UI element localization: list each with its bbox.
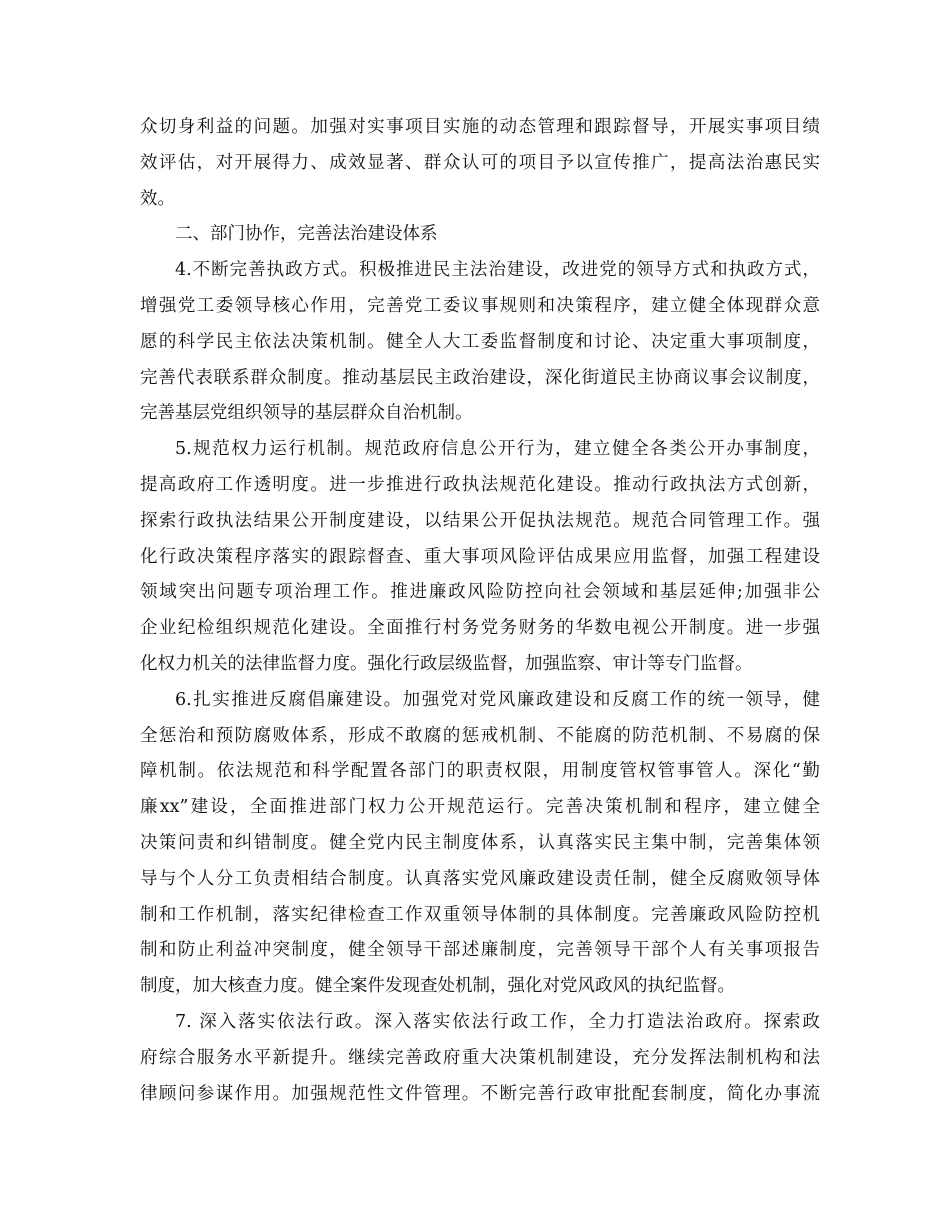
paragraph-line: 制和防止利益冲突制度，健全领导干部述廉制度，完善领导干部个人有关事项报告	[140, 940, 820, 961]
paragraph-line: 廉xx”建设，全面推进部门权力公开规范运行。完善决策机制和程序，建立健全	[140, 797, 820, 818]
paragraph-line: 府综合服务水平新提升。继续完善政府重大决策机制建设，充分发挥法制机构和法	[140, 1047, 820, 1068]
paragraph-line: 导与个人分工负责相结合制度。认真落实党风廉政建设责任制，健全反腐败领导体	[140, 868, 820, 889]
paragraph-line: 众切身利益的问题。加强对实事项目实施的动态管理和跟踪督导，开展实事项目绩	[140, 117, 820, 137]
paragraph-line: 4.不断完善执政方式。积极推进民主法治建设，改进党的领导方式和执政方式，	[175, 260, 820, 281]
paragraph-line: 提高政府工作透明度。进一步推进行政执法规范化建设。推动行政执法方式创新，	[140, 474, 820, 495]
paragraph-line: 完善基层党组织领导的基层群众自治机制。	[140, 403, 473, 424]
paragraph-line: 5.规范权力运行机制。规范政府信息公开行为，建立健全各类公开办事制度，	[175, 439, 820, 460]
paragraph-line: 6.扎实推进反腐倡廉建设。加强党对党风廉政建设和反腐工作的统一领导，健	[175, 689, 820, 710]
paragraph-line: 探索行政执法结果公开制度建设，以结果公开促执法规范。规范合同管理工作。强	[140, 510, 820, 531]
paragraph-line: 障机制。依法规范和科学配置各部门的职责权限，用制度管权管事管人。深化“勤	[140, 761, 820, 782]
paragraph-line: 全惩治和预防腐败体系，形成不敢腐的惩戒机制、不能腐的防范机制、不易腐的保	[140, 725, 820, 746]
paragraph-line: 制度，加大核查力度。健全案件发现查处机制，强化对党风政风的执纪监督。	[140, 976, 735, 997]
paragraph-line: 增强党工委领导核心作用，完善党工委议事规则和决策程序，建立健全体现群众意	[140, 295, 820, 316]
section-heading: 二、部门协作，完善法治建设体系	[175, 224, 438, 245]
paragraph-line: 愿的科学民主依法决策机制。健全人大工委监督制度和讨论、决定重大事项制度，	[140, 331, 820, 352]
paragraph-line: 效评估，对开展得力、成效显著、群众认可的项目予以宣传推广，提高法治惠民实	[140, 152, 820, 173]
paragraph-line: 企业纪检组织规范化建设。全面推行村务党务财务的华数电视公开制度。进一步强	[140, 618, 820, 639]
paragraph-line: 化权力机关的法律监督力度。强化行政层级监督，加强监察、审计等专门监督。	[140, 653, 753, 674]
document-body	[140, 110, 820, 1112]
paragraph-line: 化行政决策程序落实的跟踪督查、重大事项风险评估成果应用监督，加强工程建设	[140, 546, 820, 567]
paragraph-line: 7. 深入落实依法行政。深入落实依法行政工作，全力打造法治政府。探索政	[175, 1011, 820, 1032]
paragraph-line: 决策问责和纠错制度。健全党内民主制度体系，认真落实民主集中制，完善集体领	[140, 832, 820, 853]
paragraph-line: 领域突出问题专项治理工作。推进廉政风险防控向社会领域和基层延伸;加强非公	[140, 582, 820, 603]
paragraph-line: 制和工作机制，落实纪律检查工作双重领导体制的具体制度。完善廉政风险防控机	[140, 904, 820, 925]
paragraph-line: 完善代表联系群众制度。推动基层民主政治建设，深化街道民主协商议事会议制度，	[140, 367, 820, 388]
paragraph-line: 效。	[140, 188, 175, 209]
paragraph-line: 律顾问参谋作用。加强规范性文件管理。不断完善行政审批配套制度，简化办事流	[140, 1083, 820, 1104]
